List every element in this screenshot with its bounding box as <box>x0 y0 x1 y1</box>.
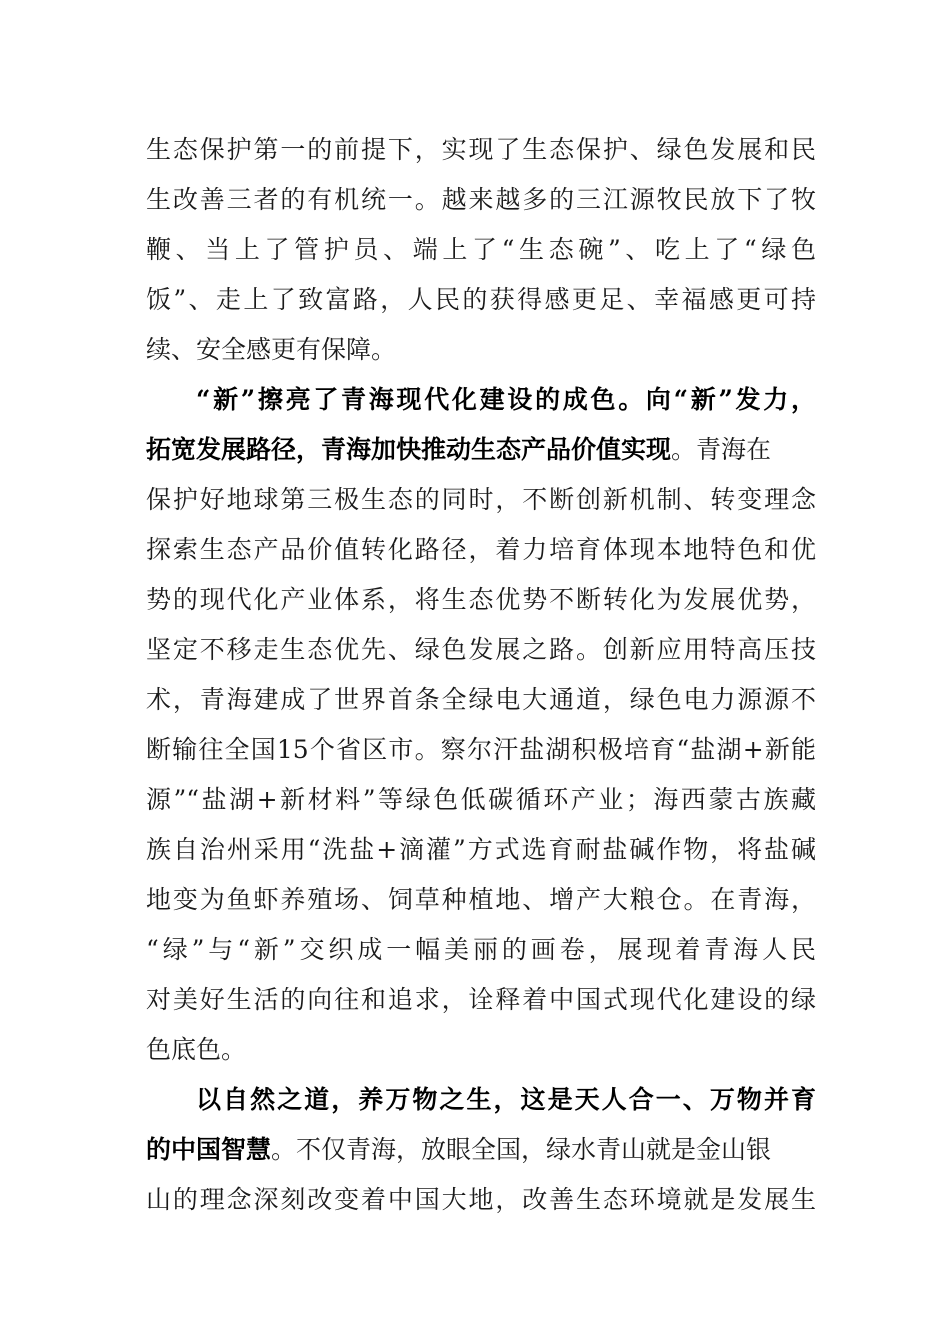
paragraph-lead-bold: 的中国智慧 <box>146 1135 272 1164</box>
text-line: 山的理念深刻改变着中国大地，改善生态环境就是发展生 <box>146 1185 816 1214</box>
text-line: 断输往全国15个省区市。察尔汗盐湖积极培育“盐湖+新能 <box>146 735 816 764</box>
paragraph-lead-bold: 拓宽发展路径，青海加快推动生态产品价值实现 <box>146 435 672 464</box>
text-line: 势的现代化产业体系，将生态优势不断转化为发展优势， <box>146 585 816 614</box>
text-line: 鞭、当上了管护员、端上了“生态碗”、吃上了“绿色 <box>146 235 816 264</box>
text-line: 饭”、走上了致富路，人民的获得感更足、幸福感更可持 <box>146 285 816 314</box>
text-line: 对美好生活的向往和追求，诠释着中国式现代化建设的绿 <box>146 985 816 1014</box>
text-line: 源”“盐湖+新材料”等绿色低碳循环产业；海西蒙古族藏 <box>146 785 816 814</box>
paragraph-lead-bold: “新”擦亮了青海现代化建设的成色。向“新”发力， <box>196 385 816 414</box>
text-line: 探索生态产品价值转化路径，着力培育体现本地特色和优 <box>146 535 816 564</box>
text-line: 生改善三者的有机统一。越来越多的三江源牧民放下了牧 <box>146 185 816 214</box>
text-line: 地变为鱼虾养殖场、饲草种植地、增产大粮仓。在青海， <box>146 885 816 914</box>
text-line: 术，青海建成了世界首条全绿电大通道，绿色电力源源不 <box>146 685 816 714</box>
text-line-mixed <box>146 1130 816 1170</box>
text-run: 。青海在 <box>671 435 772 464</box>
text-run: 。不仅青海，放眼全国，绿水青山就是金山银 <box>271 1135 772 1164</box>
text-line: 坚定不移走生态优先、绿色发展之路。创新应用特高压技 <box>146 635 816 664</box>
text-line: 保护好地球第三极生态的同时，不断创新机制、转变理念 <box>146 485 816 514</box>
text-line: 续、安全感更有保障。 <box>146 335 397 364</box>
text-line: 色底色。 <box>146 1035 247 1064</box>
text-line: 生态保护第一的前提下，实现了生态保护、绿色发展和民 <box>146 135 816 164</box>
text-line: 族自治州采用“洗盐+滴灌”方式选育耐盐碱作物，将盐碱 <box>146 835 816 864</box>
text-line-mixed <box>146 430 816 470</box>
paragraph-lead-bold: 以自然之道，养万物之生，这是天人合一、万物并育 <box>196 1085 816 1114</box>
text-line: “绿”与“新”交织成一幅美丽的画卷，展现着青海人民 <box>146 935 816 964</box>
